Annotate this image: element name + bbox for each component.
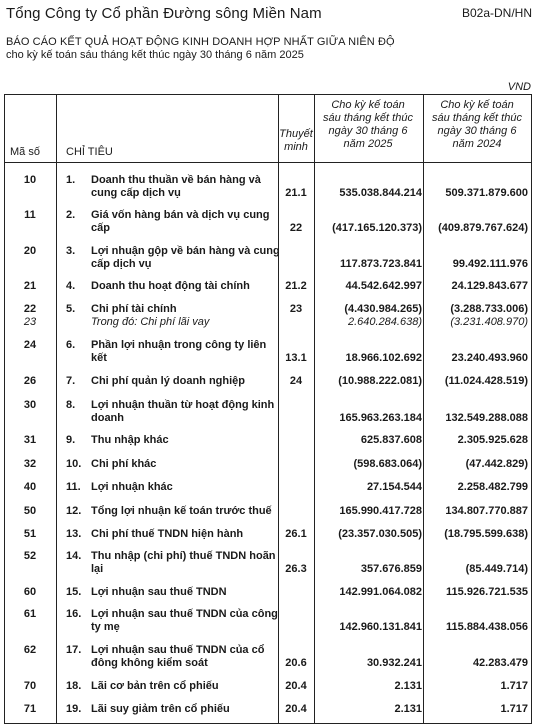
row-code: 30 [23, 399, 37, 411]
column-divider [56, 94, 57, 723]
row-code: 71 [23, 703, 37, 715]
row-prior: (47.442.829) [465, 458, 528, 470]
row-label: Chi phí quản lý doanh nghiệp [91, 375, 245, 387]
row-number: 4. [66, 280, 76, 292]
row-code: 20 [23, 245, 37, 257]
row-number: 14. [66, 550, 82, 562]
column-divider [423, 94, 424, 723]
row-note: 20.4 [285, 680, 307, 692]
header-code: Mã số [10, 146, 40, 158]
header-prior-l1: Cho kỳ kế toán [440, 99, 514, 111]
row-prior: (3.288.733.006) [450, 303, 528, 315]
row-number: 15. [66, 586, 82, 598]
row-note: 23 [289, 303, 303, 315]
row-prior: 99.492.111.976 [452, 258, 528, 270]
row-code: 62 [23, 644, 37, 656]
row-label: Doanh thu thuần về bán hàng và cung cấp dịch vụ [91, 174, 261, 199]
row-code: 11 [24, 209, 36, 221]
row-note: 20.6 [285, 657, 307, 669]
row-note: 26.1 [285, 528, 307, 540]
row-current: (4.430.984.265) [344, 303, 422, 315]
header-item: CHỈ TIÊU [66, 146, 113, 158]
row-current: 357.676.859 [360, 563, 422, 575]
row-prior: (409.879.767.624) [438, 222, 528, 234]
row-label: Lợi nhuận sau thuế TNDN của cổ đông không kiểm soát [91, 644, 265, 669]
row-number: 5. [66, 303, 76, 315]
column-divider [314, 94, 315, 723]
row-label: Trong đó: Chi phí lãi vay [91, 316, 210, 328]
row-current: 44.542.642.997 [345, 280, 422, 292]
row-prior: 2.305.925.628 [457, 434, 528, 446]
row-code: 51 [23, 528, 37, 540]
header-note [278, 128, 314, 154]
row-code: 10 [23, 174, 37, 186]
row-note: 21.1 [285, 187, 307, 199]
row-prior: 509.371.879.600 [445, 187, 528, 199]
row-number: 1. [66, 174, 76, 186]
row-number: 6. [66, 339, 76, 351]
row-code: 22 [23, 303, 37, 315]
row-note: 24 [289, 375, 303, 387]
row-label: Thu nhập (chi phí) thuế TNDN hoãn lại [91, 550, 276, 575]
row-prior: (85.449.714) [465, 563, 528, 575]
row-number: 13. [66, 528, 82, 540]
row-number: 9. [66, 434, 76, 446]
row-code: 61 [23, 608, 37, 620]
row-number: 16. [66, 608, 82, 620]
header-current-l2: sáu tháng kết thúc [323, 112, 413, 124]
row-number: 17. [66, 644, 82, 656]
header-current-l3: ngày 30 tháng 6 [328, 125, 408, 137]
row-code: 52 [23, 550, 37, 562]
row-prior: 115.884.438.056 [446, 621, 528, 633]
row-prior: 115.926.721.535 [446, 586, 528, 598]
row-code: 26 [23, 375, 37, 387]
row-current: 2.131 [394, 703, 422, 715]
row-label: Phần lợi nhuận trong công ty liên kết [91, 339, 267, 364]
row-number: 3. [66, 245, 76, 257]
row-current: 625.837.608 [360, 434, 422, 446]
row-number: 11. [66, 481, 81, 493]
header-current-l1: Cho kỳ kế toán [331, 99, 405, 111]
row-note: 13.1 [285, 352, 307, 364]
company-name: Tổng Công ty Cổ phần Đường sông Miền Nam [6, 5, 322, 22]
row-note: 26.3 [285, 563, 307, 575]
row-label: Lãi suy giảm trên cổ phiếu [91, 703, 230, 715]
row-code: 70 [23, 680, 37, 692]
header-note-line2: minh [284, 141, 308, 153]
row-current: (23.357.030.505) [338, 528, 422, 540]
row-code: 32 [23, 458, 37, 470]
header-prior [424, 99, 530, 151]
row-prior: 134.807.770.887 [445, 505, 528, 517]
row-label: Lợi nhuận gộp về bán hàng và cung cấp dịch vụ [91, 245, 280, 270]
header-current [315, 99, 421, 151]
row-prior: 1.717 [500, 703, 528, 715]
table-header [4, 94, 532, 163]
row-prior: 42.283.479 [472, 657, 528, 669]
row-label: Thu nhập khác [91, 434, 169, 446]
row-current: 165.990.417.728 [339, 505, 422, 517]
row-current: 2.640.284.638) [347, 316, 422, 328]
column-divider [531, 94, 532, 723]
row-label: Lợi nhuận sau thuế TNDN [91, 586, 227, 598]
row-current: (598.683.064) [353, 458, 422, 470]
row-code: 40 [23, 481, 37, 493]
row-note: 20.4 [285, 703, 307, 715]
row-current: 30.932.241 [366, 657, 422, 669]
report-title: BÁO CÁO KẾT QUẢ HOẠT ĐỘNG KINH DOANH HỢP NHẤT GIỮA NIÊN ĐỘ [6, 36, 395, 48]
row-current: 165.963.263.184 [339, 412, 422, 424]
row-prior: (18.795.599.638) [444, 528, 528, 540]
row-note: 21.2 [285, 280, 307, 292]
header-note-line1: Thuyết [279, 128, 313, 140]
row-prior: 1.717 [500, 680, 528, 692]
row-note: 22 [289, 222, 303, 234]
row-code: 24 [23, 339, 37, 351]
row-number: 8. [66, 399, 76, 411]
form-code: B02a-DN/HN [461, 6, 532, 20]
row-code: 50 [23, 505, 37, 517]
row-current: 2.131 [394, 680, 422, 692]
row-label: Tổng lợi nhuận kế toán trước thuế [91, 505, 272, 517]
header-current-l4: năm 2025 [343, 138, 393, 150]
row-prior: 24.129.843.677 [451, 280, 528, 292]
row-label: Giá vốn hàng bán và dịch vụ cung cấp [91, 209, 270, 234]
row-prior: (3.231.408.970) [450, 316, 528, 328]
row-code: 23 [23, 316, 37, 328]
report-period: cho kỳ kế toán sáu tháng kết thúc ngày 30 tháng 6 năm 2025 [6, 49, 304, 61]
header-prior-l2: sáu tháng kết thúc [432, 112, 522, 124]
row-number: 10. [66, 458, 82, 470]
row-current: 117.873.723.841 [340, 258, 422, 270]
row-number: 19. [66, 703, 82, 715]
row-current: 27.154.544 [366, 481, 422, 493]
header-prior-l4: năm 2024 [452, 138, 502, 150]
row-label: Lợi nhuận thuần từ hoạt động kinh doanh [91, 399, 275, 424]
currency-unit: VND [507, 81, 531, 93]
row-prior: 2.258.482.799 [457, 481, 528, 493]
row-current: (10.988.222.081) [338, 375, 422, 387]
row-prior: (11.024.428.519) [444, 375, 528, 387]
row-current: 535.038.844.214 [339, 187, 422, 199]
row-label: Doanh thu hoạt động tài chính [91, 280, 250, 292]
row-prior: 132.549.288.088 [445, 412, 528, 424]
row-number: 18. [66, 680, 82, 692]
row-current: 18.966.102.692 [345, 352, 422, 364]
row-current: 142.960.131.841 [339, 621, 422, 633]
row-code: 21 [23, 280, 37, 292]
row-label: Lợi nhuận sau thuế TNDN của công ty mẹ [91, 608, 278, 633]
row-prior: 23.240.493.960 [451, 352, 528, 364]
row-current: (417.165.120.373) [332, 222, 422, 234]
row-code: 31 [23, 434, 37, 446]
row-label: Chi phí khác [91, 458, 157, 470]
row-current: 142.991.064.082 [339, 586, 422, 598]
row-number: 12. [66, 505, 82, 517]
row-label: Chi phí thuế TNDN hiện hành [91, 528, 244, 540]
row-number: 7. [66, 375, 76, 387]
row-label: Chi phí tài chính [91, 303, 177, 315]
row-number: 2. [66, 209, 76, 221]
header-prior-l3: ngày 30 tháng 6 [437, 125, 517, 137]
row-label: Lãi cơ bản trên cổ phiếu [91, 680, 219, 692]
row-code: 60 [23, 586, 37, 598]
row-label: Lợi nhuận khác [91, 481, 173, 493]
